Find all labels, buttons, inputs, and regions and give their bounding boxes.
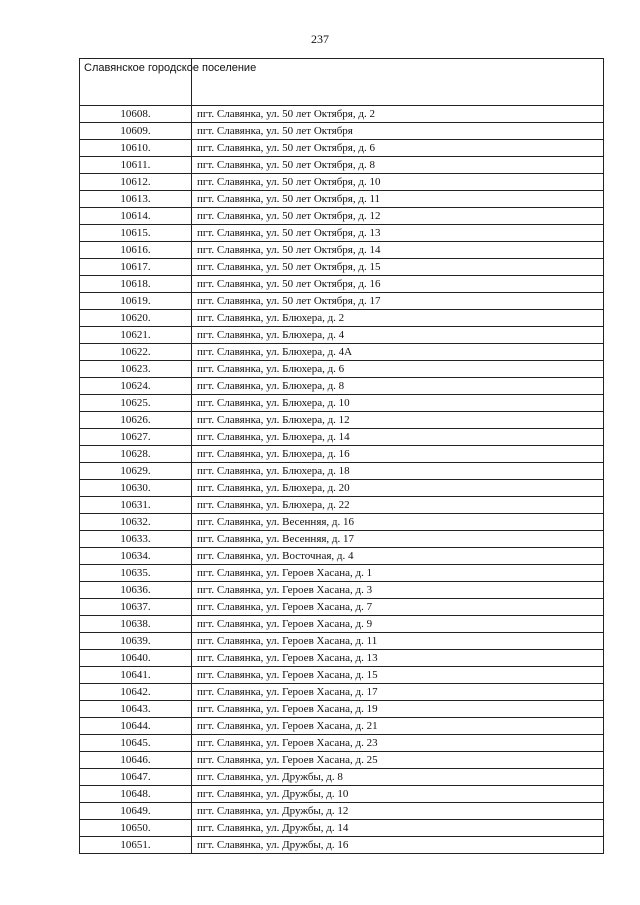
row-number-cell: 10624. (80, 378, 192, 395)
table-row (80, 174, 604, 191)
address-cell: пгт. Славянка, ул. Блюхера, д. 8 (192, 378, 604, 395)
row-number-cell: 10632. (80, 514, 192, 531)
address-cell: пгт. Славянка, ул. 50 лет Октября, д. 17 (192, 293, 604, 310)
table-row (80, 718, 604, 735)
address-cell: пгт. Славянка, ул. Блюхера, д. 20 (192, 480, 604, 497)
table-row (80, 395, 604, 412)
table-row (80, 565, 604, 582)
address-cell: пгт. Славянка, ул. 50 лет Октября (192, 123, 604, 140)
table-row (80, 599, 604, 616)
address-cell: пгт. Славянка, ул. Блюхера, д. 14 (192, 429, 604, 446)
table-row (80, 531, 604, 548)
table-row (80, 140, 604, 157)
row-number-cell: 10618. (80, 276, 192, 293)
row-number-cell: 10644. (80, 718, 192, 735)
table-row (80, 259, 604, 276)
address-cell: пгт. Славянка, ул. Блюхера, д. 12 (192, 412, 604, 429)
table-row (80, 752, 604, 769)
row-number-cell: 10628. (80, 446, 192, 463)
address-cell: пгт. Славянка, ул. Блюхера, д. 2 (192, 310, 604, 327)
address-cell: пгт. Славянка, ул. Блюхера, д. 18 (192, 463, 604, 480)
table-row (80, 225, 604, 242)
row-number-cell: 10638. (80, 616, 192, 633)
table-row (80, 463, 604, 480)
address-cell: пгт. Славянка, ул. 50 лет Октября, д. 15 (192, 259, 604, 276)
row-number-cell: 10634. (80, 548, 192, 565)
row-number-cell: 10623. (80, 361, 192, 378)
page-number: 237 (311, 32, 329, 46)
row-number-cell: 10646. (80, 752, 192, 769)
address-cell: пгт. Славянка, ул. 50 лет Октября, д. 13 (192, 225, 604, 242)
address-cell: пгт. Славянка, ул. Героев Хасана, д. 17 (192, 684, 604, 701)
table-row (80, 633, 604, 650)
row-number-cell: 10612. (80, 174, 192, 191)
address-cell: пгт. Славянка, ул. 50 лет Октября, д. 12 (192, 208, 604, 225)
row-number-cell: 10621. (80, 327, 192, 344)
row-number-cell: 10617. (80, 259, 192, 276)
row-number-cell: 10643. (80, 701, 192, 718)
row-number-cell: 10639. (80, 633, 192, 650)
row-number-cell: 10647. (80, 769, 192, 786)
table-row (80, 344, 604, 361)
row-number-cell: 10608. (80, 106, 192, 123)
address-cell: пгт. Славянка, ул. 50 лет Октября, д. 10 (192, 174, 604, 191)
address-cell: пгт. Славянка, ул. Героев Хасана, д. 3 (192, 582, 604, 599)
table-header-row (80, 59, 604, 106)
row-number-cell: 10649. (80, 803, 192, 820)
row-number-cell: 10610. (80, 140, 192, 157)
row-number-cell: 10616. (80, 242, 192, 259)
table-row (80, 548, 604, 565)
table-row (80, 701, 604, 718)
row-number-cell: 10640. (80, 650, 192, 667)
address-cell: пгт. Славянка, ул. 50 лет Октября, д. 8 (192, 157, 604, 174)
table-row (80, 446, 604, 463)
address-cell: пгт. Славянка, ул. 50 лет Октября, д. 6 (192, 140, 604, 157)
address-cell: пгт. Славянка, ул. Героев Хасана, д. 7 (192, 599, 604, 616)
address-cell: пгт. Славянка, ул. Героев Хасана, д. 25 (192, 752, 604, 769)
table-row (80, 650, 604, 667)
address-cell: пгт. Славянка, ул. Блюхера, д. 4 (192, 327, 604, 344)
address-cell: пгт. Славянка, ул. Дружбы, д. 14 (192, 820, 604, 837)
address-cell: пгт. Славянка, ул. Блюхера, д. 6 (192, 361, 604, 378)
address-cell: пгт. Славянка, ул. Восточная, д. 4 (192, 548, 604, 565)
row-number-cell: 10648. (80, 786, 192, 803)
row-number-cell: 10611. (80, 157, 192, 174)
row-number-cell: 10626. (80, 412, 192, 429)
row-number-cell: 10615. (80, 225, 192, 242)
address-cell: пгт. Славянка, ул. Героев Хасана, д. 13 (192, 650, 604, 667)
row-number-cell: 10650. (80, 820, 192, 837)
address-cell: пгт. Славянка, ул. Весенняя, д. 16 (192, 514, 604, 531)
table-row (80, 769, 604, 786)
row-number-cell: 10645. (80, 735, 192, 752)
table-row (80, 429, 604, 446)
row-number-cell: 10631. (80, 497, 192, 514)
table-row (80, 684, 604, 701)
row-number-cell: 10637. (80, 599, 192, 616)
table-row (80, 616, 604, 633)
address-cell: пгт. Славянка, ул. Дружбы, д. 10 (192, 786, 604, 803)
table-row (80, 667, 604, 684)
table-row (80, 276, 604, 293)
row-number-cell: 10636. (80, 582, 192, 599)
address-cell: пгт. Славянка, ул. Героев Хасана, д. 19 (192, 701, 604, 718)
address-cell: пгт. Славянка, ул. Дружбы, д. 16 (192, 837, 604, 854)
table-row (80, 480, 604, 497)
table-row (80, 361, 604, 378)
row-number-cell: 10635. (80, 565, 192, 582)
table-row (80, 123, 604, 140)
row-number-cell: 10651. (80, 837, 192, 854)
address-cell: пгт. Славянка, ул. 50 лет Октября, д. 14 (192, 242, 604, 259)
address-cell: пгт. Славянка, ул. 50 лет Октября, д. 16 (192, 276, 604, 293)
row-number-cell: 10619. (80, 293, 192, 310)
table-row (80, 582, 604, 599)
address-cell: пгт. Славянка, ул. Блюхера, д. 16 (192, 446, 604, 463)
address-cell: пгт. Славянка, ул. Героев Хасана, д. 15 (192, 667, 604, 684)
table-row (80, 412, 604, 429)
row-number-cell: 10641. (80, 667, 192, 684)
table-row (80, 327, 604, 344)
address-cell: пгт. Славянка, ул. Дружбы, д. 8 (192, 769, 604, 786)
table-row (80, 820, 604, 837)
address-cell: пгт. Славянка, ул. Героев Хасана, д. 23 (192, 735, 604, 752)
row-number-cell: 10630. (80, 480, 192, 497)
address-cell: пгт. Славянка, ул. Блюхера, д. 4А (192, 344, 604, 361)
address-table (79, 58, 604, 854)
row-number-cell: 10625. (80, 395, 192, 412)
row-number-cell: 10613. (80, 191, 192, 208)
address-cell: пгт. Славянка, ул. Героев Хасана, д. 9 (192, 616, 604, 633)
table-row (80, 293, 604, 310)
address-cell: пгт. Славянка, ул. Блюхера, д. 22 (192, 497, 604, 514)
settlement-header-cell: Славянское городское поселение (80, 59, 192, 106)
row-number-cell: 10642. (80, 684, 192, 701)
row-number-cell: 10609. (80, 123, 192, 140)
table-row (80, 514, 604, 531)
address-cell: пгт. Славянка, ул. Героев Хасана, д. 1 (192, 565, 604, 582)
table-row (80, 191, 604, 208)
address-cell: пгт. Славянка, ул. Героев Хасана, д. 11 (192, 633, 604, 650)
row-number-cell: 10620. (80, 310, 192, 327)
table-row (80, 735, 604, 752)
table-row (80, 378, 604, 395)
row-number-cell: 10633. (80, 531, 192, 548)
table-row (80, 837, 604, 854)
table-row (80, 786, 604, 803)
row-number-cell: 10614. (80, 208, 192, 225)
address-cell: пгт. Славянка, ул. Героев Хасана, д. 21 (192, 718, 604, 735)
table-row (80, 208, 604, 225)
row-number-cell: 10627. (80, 429, 192, 446)
table-row (80, 157, 604, 174)
address-cell: пгт. Славянка, ул. Дружбы, д. 12 (192, 803, 604, 820)
address-cell: пгт. Славянка, ул. 50 лет Октября, д. 2 (192, 106, 604, 123)
table-row (80, 497, 604, 514)
row-number-cell: 10622. (80, 344, 192, 361)
table-row (80, 242, 604, 259)
table-row (80, 106, 604, 123)
address-cell: пгт. Славянка, ул. 50 лет Октября, д. 11 (192, 191, 604, 208)
table-row (80, 803, 604, 820)
address-cell: пгт. Славянка, ул. Весенняя, д. 17 (192, 531, 604, 548)
address-table-body (80, 59, 604, 854)
table-row (80, 310, 604, 327)
row-number-cell: 10629. (80, 463, 192, 480)
address-cell: пгт. Славянка, ул. Блюхера, д. 10 (192, 395, 604, 412)
